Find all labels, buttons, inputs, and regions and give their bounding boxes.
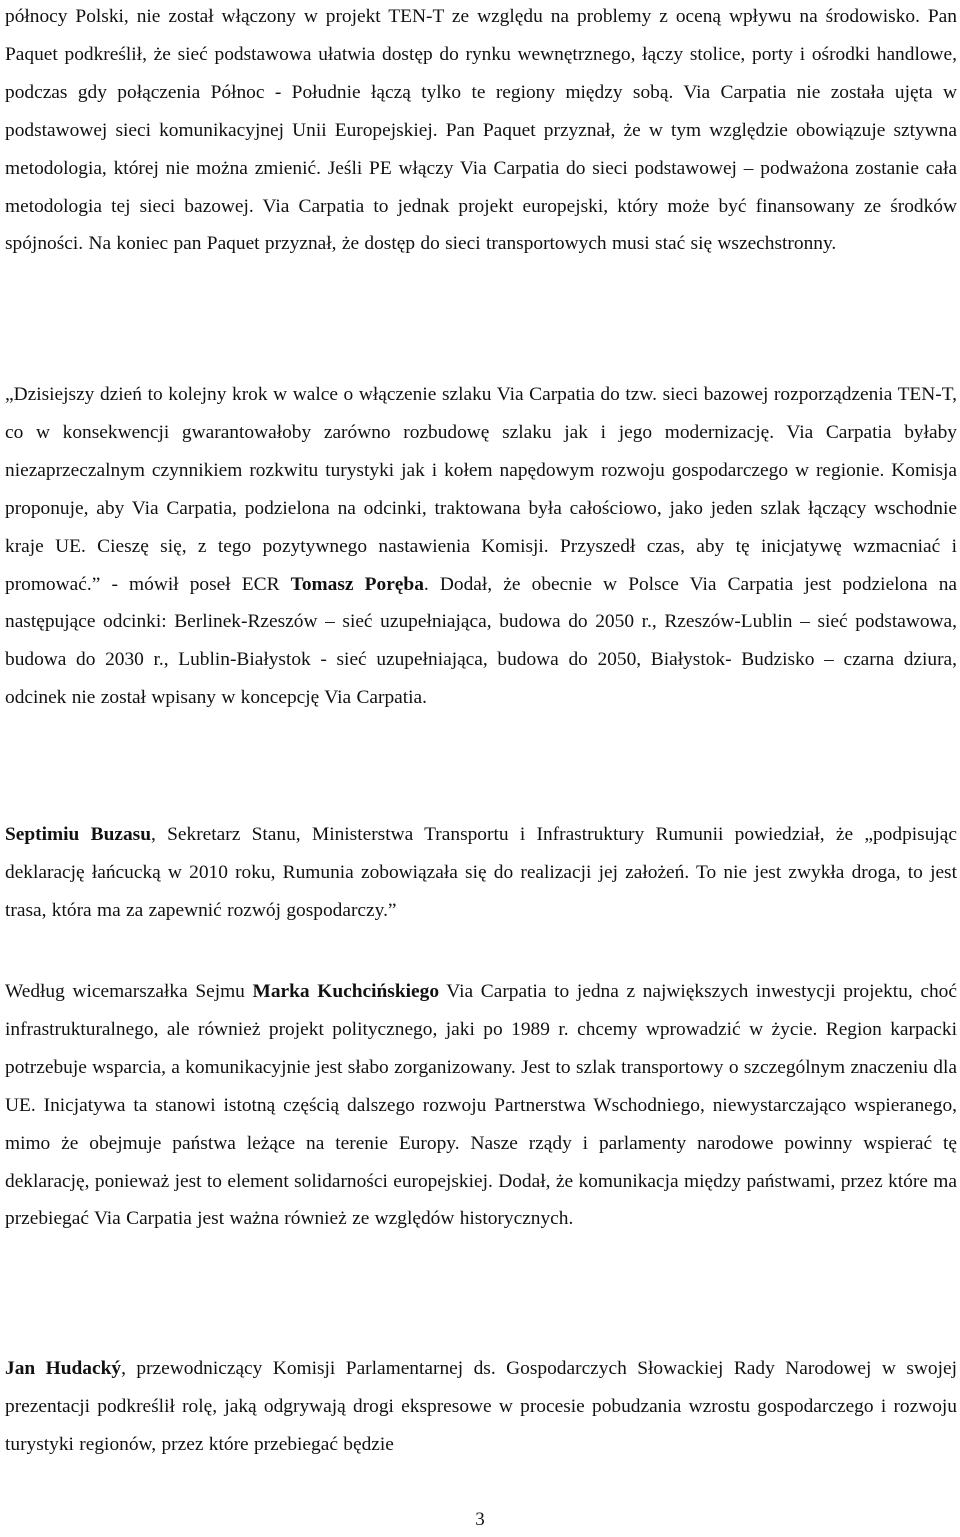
speaker-name-porea: Tomasz Poręba xyxy=(290,573,424,595)
paragraph-1-text: północy Polski, nie został włączony w projekt TEN-T ze względu na problemy z oceną wpływu na środowisko. Pan Paquet podkreślił, że sieć podstawowa ułatwia dostęp do rynku wewnętrznego, łączy stolice, porty i ośrodki handlowe, podczas gdy połączenia Północ - Południe łączą tylko te regiony między sobą. Via Carpatia nie została ujęta w podstawowej sieci komunikacyjnej Unii Europejskiej. Pan Paquet przyznał, że w tym względzie obowiązuje sztywna metodologia, której nie można zmienić. Jeśli PE włączy Via Carpatia do sieci podstawowej – podważona zostanie cała metodologia tej sieci bazowej. Via Carpatia to jednak projekt europejski, który może być finansowany ze środków spójności. Na koniec pan Paquet przyznał, że dostęp do sieci transportowych musi stać się wszechstronny. xyxy=(5,6,957,255)
paragraph-5 xyxy=(5,1350,957,1464)
paragraph-1 xyxy=(5,0,957,263)
speaker-name-kuchcinski: Marka Kuchcińskiego xyxy=(252,981,440,1002)
paragraph-3 xyxy=(5,816,957,930)
paragraph-2-text-b: . Dodał, że obecnie w Polsce Via Carpatia jest podzielona na następujące odcinki: Berlinek-Rzeszów – sieć uzupełniająca, budowa do 2050 r., Rzeszów-Lublin – sieć podstawowa, budowa do 2030 r., Lublin-Białystok - sieć uzupełniająca, budowa do 2050, Białystok- Budzisko – czarna dziura, odcinek nie został wpisany w koncepcję Via Carpatia. xyxy=(5,573,958,709)
paragraph-4-text-b: Via Carpatia to jedna z największych inwestycji projektu, choć infrastrukturalnego, ale również projekt politycznego, jaki po 1989 r. chcemy wprowadzić w życie. Region karpacki potrzebuje wsparcia, a komunikacyjnie jest słabo zorganizowany. Jest to szlak transportowy o szczególnym znaczeniu dla UE. Inicjatywa ta stanowi istotną częścią dalszego rozwoju Partnerstwa Wschodniego, niewystarczająco wspieranego, mimo że obejmuje państwa leżące na terenie Europy. Nasze rządy i parlamenty narodowe powinny wspierać tę deklarację, ponieważ jest to element solidarności europejskiej. Dodał, że komunikacja między państwami, przez które ma przebiegać Via Carpatia jest ważna również ze względów historycznych. xyxy=(5,981,957,1230)
speaker-name-hudacky: Jan Hudacký xyxy=(5,1358,122,1379)
paragraph-4-text-a: Według wicemarszałka Sejmu xyxy=(5,981,253,1002)
paragraph-3-text: , Sekretarz Stanu, Ministerstwa Transportu i Infrastruktury Rumunii powiedział, że „podpisując deklarację łańcucką w 2010 roku, Rumunia zobowiązała się do realizacji jej założeń. To nie jest zwykła droga, to jest trasa, która ma za zapewnić rozwój gospodarczy.” xyxy=(5,824,957,921)
speaker-name-buzasu: Septimiu Buzasu xyxy=(5,824,151,845)
paragraph-5-text: , przewodniczący Komisji Parlamentarnej ds. Gospodarczych Słowackiej Rady Narodowej w swojej prezentacji podkreślił rolę, jaką odgrywają drogi ekspresowe w procesie pobudzania wzrostu gospodarczego i rozwoju turystyki regionów, przez które przebiegać będzie xyxy=(5,1358,957,1455)
paragraph-2 xyxy=(5,376,957,717)
paragraph-4 xyxy=(5,973,957,1238)
paragraph-2-text-a: „Dzisiejszy dzień to kolejny krok w walce o włączenie szlaku Via Carpatia do tzw. sieci bazowej rozporządzenia TEN-T, co w konsekwencji gwarantowałoby zarówno rozbudowę szlaku jak i jego modernizację. Via Carpatia byłaby niezaprzeczalnym czynnikiem rozkwitu turystyki jak i kołem napędowym rozwoju gospodarczego w regionie. Komisja proponuje, aby Via Carpatia, podzielona na odcinki, traktowana była całościowo, jako jeden szlak łączący wschodnie kraje UE. Cieszę się, z tego pozytywnego nastawienia Komisji. Przyszedł czas, aby tę inicjatywę wzmacniać i promować.” - mówił poseł ECR xyxy=(5,384,957,595)
page-number: 3 xyxy=(475,1509,485,1530)
